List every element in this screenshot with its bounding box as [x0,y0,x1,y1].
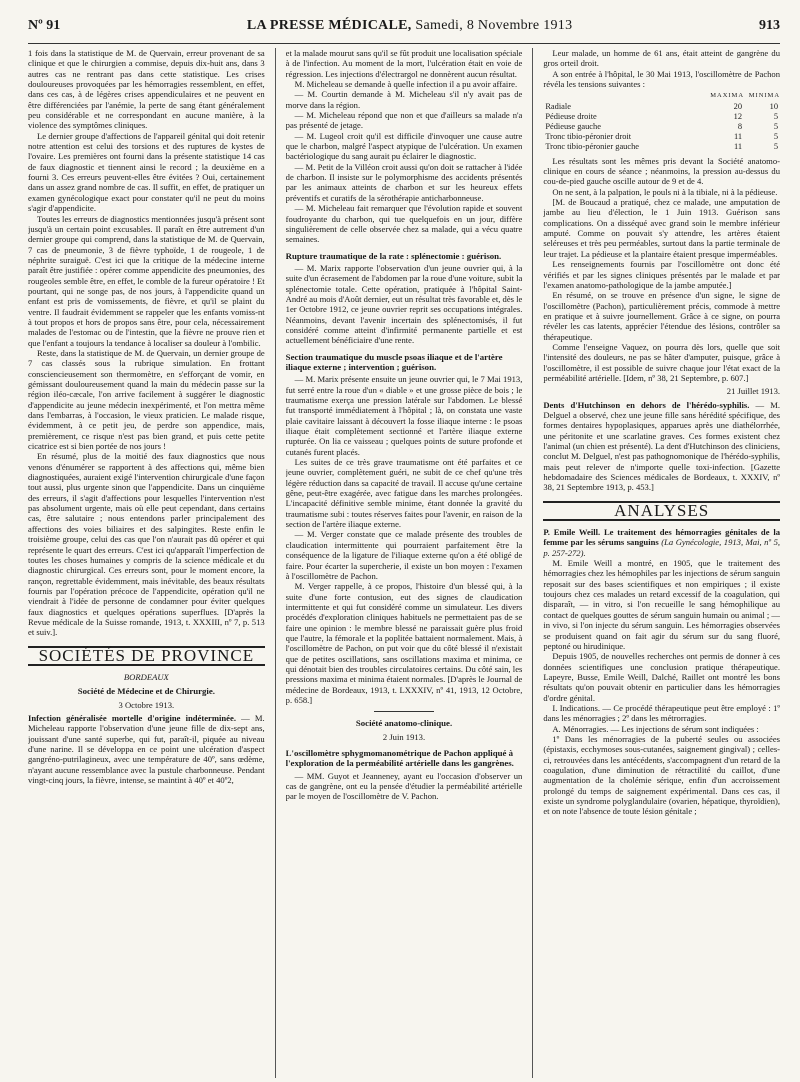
paragraph: Depuis 1905, de nouvelles recherches ont permis de donner à ces données scientifiques une conclusion pratique thérapeutique. Lapeyre, Busse, Emile Weill, Dalché, Raillet ont montré les bons résultats qu'on pouvait obtenir en particulier dans les hémorragies d'ordre génital. [543,651,781,703]
row-label: Tronc tibio-péronier gauche [545,141,639,151]
paragraph: Reste, dans la statistique de M. de Quervain, un dernier groupe de 7 cas classés sous la rubrique simulation. En frottant consciencieusement son thermomètre, en s'efforçant de vomir, en gémissant douloureusement quand la main du médecin passe sur la région iléo-cæcale, l'on arrive facilement à suggérer le diagnostic d'appendicite au jeune médecin inexpérimenté, et l'on mettra même dans l'embarras, à l'occasion, le vieux praticien. Le malade risque, évidemment, à ce petit jeu, de perdre son appendice, mais, premièrement, ce risque n'est pas bien grand, et puis cette petite cicatrice est si bien portée de nos jours ! [28,347,265,452]
paragraph: En résumé, plus de la moitié des faux diagnostics que nous venons d'énumérer se rapportent à des affections qui, même bien diagnostiquées, auraient exigé l'intervention chirurgicale d'une façon tout aussi, plus urgente sinon que l'appendicite. Dans un cinquième des erreurs, il s'agit d'affections pour lesquelles l'intervention n'est pas absolument urgente, mais où elle peut cependant, dans certains cas, être salutaire ; nous entendons parler principalement des affections des voies biliaires et des salpingites. Reste enfin le troisième groupe, celui des cas que l'on n'aurait pas dû opérer et qui représente le quart des erreurs. C'est ici qu'apparaît l'imperfection de toutes les choses humaines y compris de la science médicale et du diagnostic chirurgical. Ces erreurs sont, pour le moment encore, la rançon, regrettable évidemment, mais inévitable, des beaux résultats fournis par l'opération précoce de l'appendicite, opération qu'il ne viendrait à l'idée de personne de condamner pour éviter quelques faux diagnostics et quelques opérations superflues. [D'après la Revue médicale de la Suisse romande, 1913, t. XXXIII, nº 7, p. 513 et suiv.]. [28,451,265,638]
page-header [28,18,780,44]
min-value: 5 [773,131,779,141]
city-heading: BORDEAUX [123,671,169,682]
section-title-analyses: ANALYSES [543,501,780,521]
article-body: — M. Marix rapporte l'observation d'un jeune ouvrier qui, à la suite d'un écrasement de l'abdomen par la roue d'une voiture, subit la splénectomie totale. Cette opération, pratiquée à l'hôpital Saint-André au mois d'Août dernier, eut un résultat très favorable et, dès le 1er Octobre 1912, ce jeune ouvrier reprit ses occupations intégrales. Néanmoins, devant l'avenir incertain des splénectomisés, il fut considéré comme atteint d'infirmité permanente partielle et est actuellement bénéficiaire d'une rente. [285,262,523,346]
column-divider [275,48,276,1078]
session-date: 21 Juillet 1913. [726,386,781,397]
paragraph: I. Indications. — Ce procédé thérapeutique peut être employé : 1º dans les ménorragies ; 2º dans les métrorragies. [543,702,781,724]
article-title: Dents d'Hutchinson en dehors de l'hérédo-syphilis. [543,399,750,410]
article [28,713,265,785]
page-number: 913 [758,18,780,33]
pressure-table [543,91,780,151]
society-heading: Société de Médecine et de Chirurgie. [77,686,215,697]
paragraph: et la malade mourut sans qu'il se fût produit une localisation spéciale à de l'infection. Au moment de la mort, l'ulcération était en voie de régression. Les injections d'électrargol ne donnèrent aucun résultat. [285,48,523,79]
paragraph: [M. de Boucaud a pratiqué, chez ce malade, une amputation de jambe au lieu d'élection, le 1 Juin 1913. Guérison sans complications. On a disséqué avec grand soin le membre inférieur amputé. Comme on pouvait s'y attendre, les artères étaient seléreuses et très peu perméables, surtout dans la partie terminale de leur trajet. La pédieuse et la plantaire étaient presque imperméables. [543,197,781,259]
issue-date: Samedi, 8 Novembre 1913 [415,18,573,33]
min-value: 5 [773,111,779,121]
article-body: — M. Delguel a observé, chez une jeune fille sans hérédité spécifique, des formes dentaires hypoplasiques, apparues après une diathélorrhée, une péritonite et une scarlatine graves. Ces formes existent chez l'animal (un chien est présenté). La dent d'Hutchinson des cliniciens, conclut M. Delguel, n'est pas pathognomonique de l'hérédo-syphilis, mais peut relever de n'importe quelle toxi-infection. [Gazette hebdomadaire des Sciences médicales de Bordeaux, t. XXXIV, nº 38, 21 Septembre 1913, p. 453.] [543,399,781,493]
paragraph: A. Ménorragies. — Les injections de sérum sont indiquées : [552,723,759,734]
paragraph: M. Verger rappelle, à ce propos, l'histoire d'un blessé qui, à la suite d'une forte contusion, eut des signes de claudication intermittente et qui fut considéré comme un simulateur. Les divers procédés d'exploration cliniques habituels ne permettaient pas de se faire une opinion : le membre blessé ne paraissait guère plus froid que l'autre, la fémorale et la poplitée battaient normalement. Mais, à l'oscillomètre de Pachon, on put voir que du côté blessé il n'existait que de petites oscillations, sans oscillations maxima et minima, ce qui dénotait bien des troubles circulatoires certains. Du côté sain, les pressions maxima et minima étaient normales. [D'après le Journal de médecine de Bordeaux, 1913, t. LXXXIV, nº 41, 1913, 12 Octobre, p. 658.] [285,581,523,705]
paragraph: Toutes les erreurs de diagnostics mentionnées jusqu'à présent sont jusqu'à un certain point excusables. Il paraît en être autrement d'un dernier groupe qui comprend, dans la statistique de M. de Quervain, 7 cas de pneumonie, 3 de fièvre typhoïde, 1 de rougeole, 1 de néphrite suraiguë. C'est ici que la critique de la médecine interne paraît être justifiée : opérer comme appendicite des pneumonies, des rougeoles semble être, en effet, le comble de la fureur opératoire ! Et pourtant, qui ne songe pas, de nos jours, à l'appendicite quand un enfant est pris de vomissements, de fièvre, et qu'il se plaint du ventre. Il faudrait évidemment se rappeler que les enfants vomiss-nt à tout propos et hors de propos sans être, pour cela, nécessairement malades de l'estomac ou de l'intestin, que la fièvre ne prouve rien et que l'enfant a toujours la tendance à localiser sa douleur à l'ombilic. [28,213,265,348]
paragraph: Le dernier groupe d'affections de l'appareil génital qui doit retenir notre attention est celui des torsions et des ruptures de kystes de l'ovaire. Les premières ont fourni dans la présente statistique 14 cas de faux diagnostic et tiennent ainsi le record ; la deuxième en a fourni 3. Ces erreurs peuvent-elles être évitées ? Oui, certainement dans un assez grand nombre de cas. Il suffit, en effet, de pratiquer un examen gynécologique exact pour constater qu'il ne peut du moins s'agir d'appendicite. [28,130,265,214]
max-value: 8 [737,121,743,131]
paragraph: M. Micheleau se demande à quelle infection il a pu avoir affaire. [294,79,518,90]
column-3 [543,48,780,1078]
table-row [543,122,780,132]
paragraph: — M. Micheleau répond que non et que d'ailleurs sa malade n'a pas présenté de jetage. [285,110,523,131]
paragraph: — M. Verger constate que ce malade présente des troubles de claudication intermittente qui pourraient parfaitement être la conséquence de la ligature de l'iliaque externe qu'on a été obligé de faire. Pour écarter la supercherie, il existe un bon moyen : l'examen à l'oscillomètre de Pachon. [285,529,523,581]
journal-title-line [247,18,573,34]
column-header: MINIMA [748,92,781,100]
paragraph: — M. Micheleau fait remarquer que l'évolution rapide et souvent foudroyante du charbon, qui tue quelquefois en un jour, diffère singulièrement de celle observée chez sa malade, qui a vécu quatre semaines. [285,203,523,245]
row-label: Pédieuse gauche [545,121,601,131]
paragraph: — M. Petit de la Villéon croit aussi qu'on doit se rattacher à l'idée de charbon. Il insiste sur le polymorphisme des accidents présentés par les animaux atteints de charbon et sur les heureux effets préventifs et curatifs de la sérothérapie anticharbonneuse. [285,161,523,203]
article-title: Infection généralisée mortelle d'origine indéterminée. [28,712,236,723]
table-row [543,112,780,122]
article-body: — M. Marix présente ensuite un jeune ouvrier qui, le 7 Mai 1913, fut serré entre la roue d'un « diable » et une grosse pièce de bois ; le traumatisme exerça une pression latérale sur l'abdomen. Le blessé fut transporté immédiatement à l'hôpital ; là, on constata une vaste plaie cavitaire laissant à découvert la fosse iliaque interne : le psoas iliaque était complètement sectionné et l'artère iliaque externe rupturée. On lia ce vaisseau ; quelques points de suture profonde et cutanés furent placés. [285,374,523,457]
row-label: Pédieuse droite [545,111,597,121]
column-2 [286,48,523,1078]
paragraph: Les suites de ce très grave traumatisme ont été parfaites et ce jeune ouvrier, complètement guéri, ne subit de ce chef qu'une très légère réduction dans sa capacité de travail. Il accuse qu'une certaine gêne, peut-être exagérée, avec fatigue dans les marches prolongées. L'incapacité définitive semble minime, étant donnée la gravité du traumatisme subi : toutes réserves faites pour l'avenir, en raison de la section de l'artère iliaque externe. [285,457,523,530]
paragraph: Comme l'enseigne Vaquez, on pourra dès lors, quelle que soit l'intensité des douleurs, ne pas se hâter d'amputer, puisque, grâce à l'oscillomètre, il est possible de suivre chaque jour l'état exact de la perméabilité artérielle. [Idem, nº 38, 21 Septembre, p. 607.] [543,341,781,383]
table-row [543,142,780,152]
max-value: 12 [733,111,743,121]
paragraph: — M. Lugeol croit qu'il est difficile d'invoquer une cause autre que le charbon, malgré l'aspect atypique de l'ulcération. Un examen bactériologique du sang aurait pu éclairer le diagnostic. [285,130,523,162]
columns [28,48,780,1078]
article-title: Rupture traumatique de la rate : splénectomie : guérison. [285,250,502,261]
divider-rule [374,711,434,712]
max-value: 11 [733,131,743,141]
column-1 [28,48,265,1078]
paragraph: Leur malade, un homme de 61 ans, était atteint de gangrène du gros orteil droit. [543,48,781,69]
session-date: 3 Octobre 1913. [118,699,175,710]
table-row [543,102,780,112]
article-body: — M. Micheleau rapporte l'observation d'une jeune fille de dix-sept ans, jouissant d'une santé superbe, qui fut, paraît-il, piquée au niveau d'une narine. Il se développa en ce point une ulcération d'aspect gangréno-putrilagineux, avec une température de 40º, sans œdème, n'ayant aucune ressemblance avec la pustule charbonneuse. Pendant vingt-cinq jours, la fièvre, intense, se maintint à 40º et 40º2, [28,712,265,786]
min-value: 5 [773,121,779,131]
paragraph: M. Emile Weill a montré, en 1905, que le traitement des hémorragies chez les hémophiles par les injections de sérum sanguin reposait sur des bases scientifiques et non empiriques ; il existe toujours chez ces malades un retard excessif de la coagulation, qui disparaît, — in vitro, si l'on recueille le sang hémophilique au contact de quelques gouttes de sérum sanguin humain ou animal ; — in vivo, si l'on injecte du sérum sanguin. Les hémorragies observées se produisent quand on fait agir du sérum sur du sang fluoré, peptoné ou hirudinique. [543,558,781,651]
table-header-row [543,91,780,101]
journal-name: LA PRESSE MÉDICALE, [246,18,412,33]
article-title: Section traumatique du muscle psoas iliaque et de l'artère iliaque externe ; intervention ; guérison. [285,351,503,372]
max-value: 11 [733,141,743,151]
society-heading: Société anatomo-clinique. [355,718,453,729]
paragraph: Les résultats sont les mêmes pris devant la Société anatomo-clinique en cours de séance ; néanmoins, la pression au-dessus du cou-de-pied gauche oscille autour de 9 et de 4. [543,155,781,187]
column-divider [532,48,533,1078]
article-title: L'oscillomètre sphygmomanométrique de Pachon appliqué à l'exploration de la perméabilité artérielle dans les gangrènes. [285,748,514,769]
section-title-societes: SOCIÉTÉS DE PROVINCE [28,646,265,666]
min-value: 5 [773,141,779,151]
issue-number: Nº 91 [28,18,61,33]
row-label: Radiale [545,101,571,111]
paragraph: 1 fois dans la statistique de M. de Quervain, erreur provenant de sa clinique et que le chirurgien a commise, depuis dix-huit ans, dans 3 autres cas ne rentrant pas dans cette statistique. Les crises douloureuses provoquées par les hémorragies ressemblent, en effet, dans ces cas, à de légères crises appendiculaires et ne peuvent en être différenciées par l'anémie, la perte de sang étant généralement peu considérable et ne correspondant en aucune manière, à la violence des symptômes cliniques. [28,48,265,131]
paragraph: 1º Dans les ménorragies de la puberté seules ou associées (épistaxis, ecchymoses sous-cutanées, saignement gingival) ; celles-ci, retrouvées dans les antécédents, s'accompagnent d'un retard de la coagulation, d'une diminution de rétractilité du caillot, d'une augmentation de la cholémie sérique, enfin d'un accroissement prolongé du temps de saignement expérimental. Dans ces cas, il existe un syndrome polyglandulaire (ovarien, hépatique, thyroïdien), et on note l'absence de toute lésion génitale ; [543,733,781,817]
paragraph: — M. Courtin demande à M. Micheleau s'il n'y avait pas de morve dans la région. [285,89,523,110]
paragraph: En résumé, on se trouve en présence d'un signe, le signe de l'oscillomètre (Pachon), particulièrement précis, commode à mettre en pratique et à suivre journellement. Grâce à ce signe, on pourra révéler les cas latents, apprécier l'étendue des lésions, contrôler sa thérapeutique. [543,290,781,342]
row-label: Tronc tibio-péronier droit [545,131,632,141]
article [543,400,780,493]
max-value: 20 [733,101,743,111]
analyse-title: P. Emile Weill. Le traitement des hémorragies génitales de la femme par les sérums sanguins [543,527,781,548]
paragraph: Les renseignements fournis par l'oscillomètre ont donc été vérifiés et par les signes cliniques présentés par le malade et par l'examen anatomo-pathologique de la jambe amputée.] [543,259,781,290]
min-value: 10 [769,101,779,111]
session-date: 2 Juin 1913. [382,731,426,742]
column-header: MAXIMA [710,92,745,100]
paragraph: On ne sent, à la palpation, le pouls ni à la tibiale, ni à la pédieuse. [552,186,778,197]
table-row [543,132,780,142]
article-body: — MM. Guyot et Jeanneney, ayant eu l'occasion d'observer un cas de gangrène, ont eu la pensée d'étudier la perméabilité artérielle par le moyen de l'oscillomètre de V. Pachon. [285,770,523,802]
analyse-heading [543,527,780,558]
paragraph: A son entrée à l'hôpital, le 30 Mai 1913, l'oscillomètre de Pachon révéla les tensions suivantes : [543,68,781,90]
analyse-reference: (La Gynécologie, 1913, Mai, nº 5, p. 257-272). [543,537,781,558]
